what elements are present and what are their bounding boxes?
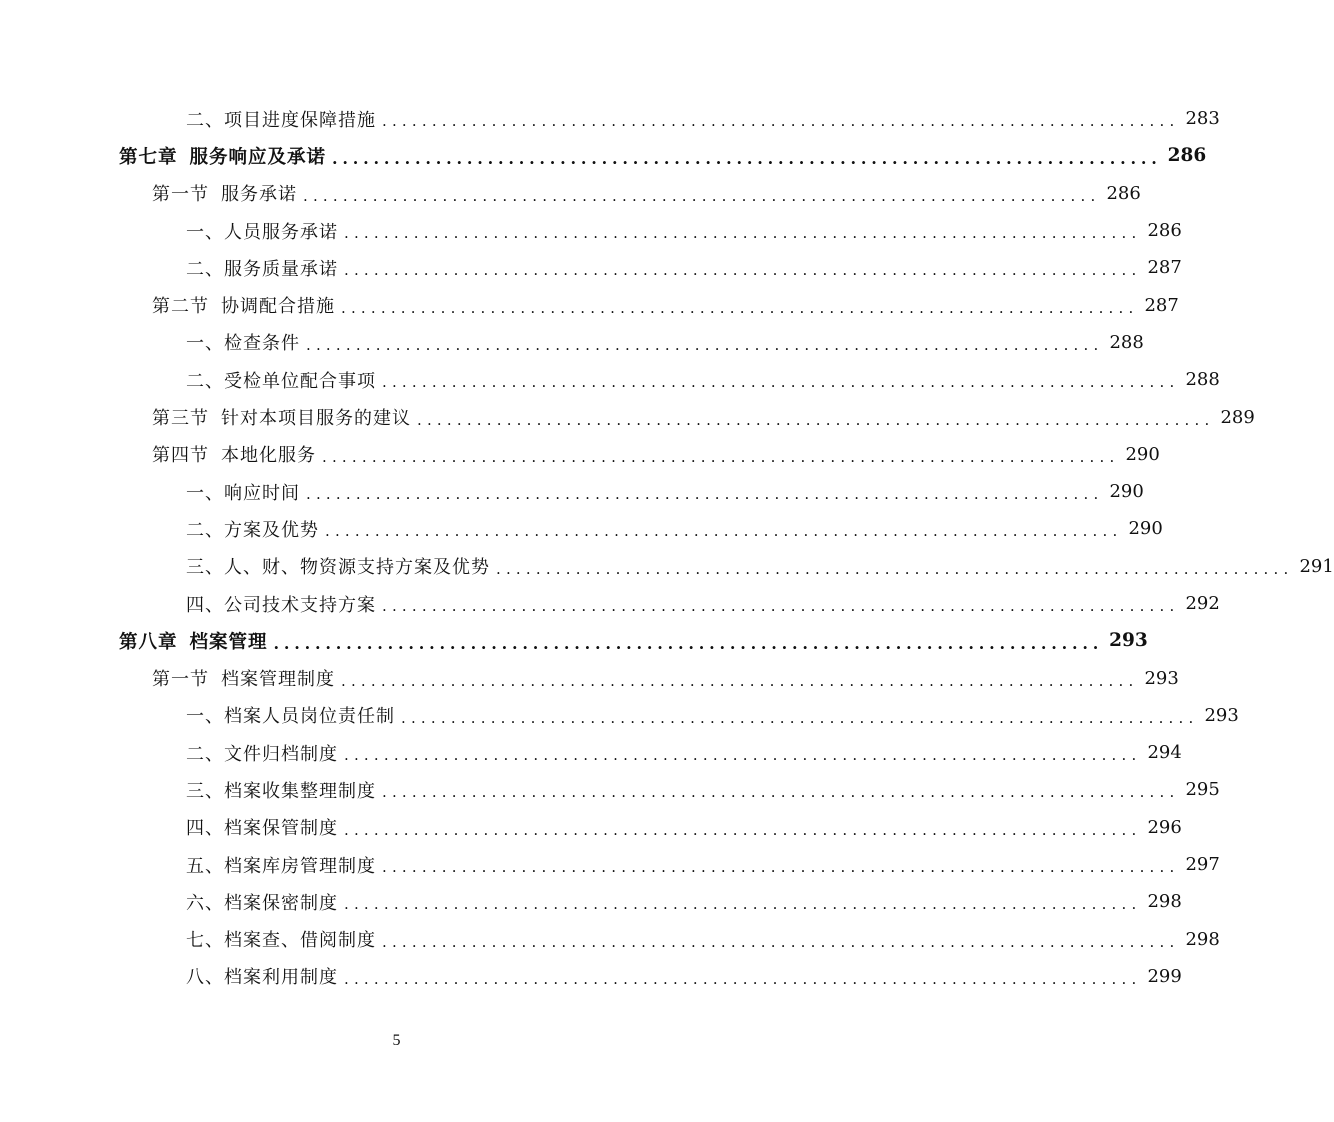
toc-entry-number: 六、 [186, 892, 224, 914]
toc-subsection-entry[interactable] [0, 473, 1144, 510]
toc-section-entry[interactable] [0, 398, 1255, 435]
toc-subsection-entry[interactable] [0, 697, 1239, 734]
toc-entry-number: 二、 [186, 519, 224, 541]
toc-chapter-entry[interactable] [0, 622, 1148, 659]
toc-page-number: 299 [1147, 965, 1182, 987]
toc-subsection-entry[interactable] [0, 324, 1144, 361]
toc-dot-leader: ................................................................................ [344, 261, 1142, 280]
toc-entry-title [152, 665, 335, 691]
toc-entry-text: 档案利用制度 [224, 967, 338, 989]
toc-entry-text: 档案人员岗位责任制 [224, 706, 395, 728]
toc-entry-number: 一、 [186, 482, 224, 504]
toc-dot-leader: ................................................................................ [306, 485, 1104, 504]
toc-page-number: 297 [1185, 854, 1220, 876]
toc-entry-number: 第四节 [152, 445, 209, 467]
toc-entry-title [186, 740, 338, 766]
toc-subsection-entry[interactable] [0, 212, 1182, 249]
toc-dot-leader: ................................................................................ [341, 671, 1139, 690]
toc-page-number: 298 [1185, 928, 1220, 950]
toc-entry-number: 七、 [186, 930, 224, 952]
toc-entry-title [186, 702, 395, 728]
toc-subsection-entry[interactable] [0, 548, 1334, 585]
toc-entry-number: 第七章 [119, 146, 178, 168]
toc-dot-leader: ................................................................................ [344, 969, 1142, 988]
toc-entry-text: 检查条件 [224, 333, 300, 355]
toc-entry-title [186, 516, 319, 542]
toc-page-number: 294 [1147, 742, 1182, 764]
toc-page-number: 292 [1185, 593, 1220, 614]
toc-entry-number: 四、 [186, 594, 224, 616]
toc-entry-number: 二、 [186, 743, 224, 765]
toc-entry-text: 档案管理制度 [221, 669, 335, 691]
toc-entry-title [186, 329, 300, 355]
toc-entry-number: 二、 [186, 370, 224, 392]
toc-dot-leader: ................................................................................ [341, 298, 1139, 317]
toc-page-number: 290 [1128, 518, 1163, 540]
toc-page-number: 288 [1109, 331, 1144, 353]
toc-entry-text: 方案及优势 [224, 519, 319, 541]
toc-page-number: 287 [1147, 257, 1182, 279]
toc-entry-number: 一、 [186, 706, 224, 728]
toc-page-number: 287 [1144, 294, 1179, 316]
toc-entry-text: 针对本项目服务的建议 [221, 408, 411, 430]
toc-entry-title [186, 963, 338, 989]
toc-page-number: 295 [1185, 779, 1220, 801]
toc-entry-text: 人员服务承诺 [224, 221, 338, 243]
table-of-contents [0, 100, 1334, 995]
toc-dot-leader: ................................................................................ [382, 112, 1180, 131]
toc-entry-number: 二、 [186, 109, 224, 131]
toc-page-number: 286 [1106, 182, 1141, 204]
toc-subsection-entry[interactable] [0, 883, 1182, 920]
toc-page-number: 288 [1185, 369, 1220, 391]
toc-entry-number: 三、 [186, 557, 224, 579]
toc-entry-title [186, 889, 338, 915]
toc-dot-leader: ................................................................................ [382, 373, 1180, 392]
toc-subsection-entry[interactable] [0, 249, 1182, 286]
toc-subsection-entry[interactable] [0, 846, 1220, 883]
toc-subsection-entry[interactable] [0, 809, 1182, 846]
toc-section-entry[interactable] [0, 436, 1160, 473]
toc-dot-leader: ................................................................................ [303, 186, 1101, 205]
toc-entry-title [186, 553, 490, 579]
toc-dot-leader: ................................................................................ [401, 708, 1199, 727]
toc-entry-title [186, 814, 338, 840]
toc-dot-leader: ................................................................................ [332, 148, 1162, 168]
toc-entry-text: 服务承诺 [221, 184, 297, 206]
toc-entry-text: 项目进度保障措施 [224, 109, 376, 131]
toc-entry-title [186, 777, 376, 803]
toc-dot-leader: ................................................................................ [344, 746, 1142, 765]
toc-entry-number: 三、 [186, 780, 224, 802]
toc-entry-title [152, 404, 411, 430]
toc-dot-leader: ................................................................................ [325, 522, 1123, 541]
toc-subsection-entry[interactable] [0, 510, 1163, 547]
toc-entry-text: 公司技术支持方案 [224, 594, 376, 616]
toc-entry-text: 协调配合措施 [221, 296, 335, 318]
toc-entry-number: 第二节 [152, 296, 209, 318]
toc-dot-leader: ................................................................................ [322, 447, 1120, 466]
toc-entry-title [152, 292, 335, 318]
toc-section-entry[interactable] [0, 659, 1179, 696]
toc-dot-leader: ................................................................................ [382, 858, 1180, 877]
toc-dot-leader: ................................................................................ [344, 224, 1142, 243]
toc-entry-number: 四、 [186, 818, 224, 840]
toc-page-number: 283 [1185, 108, 1220, 130]
toc-entry-text: 服务质量承诺 [224, 258, 338, 280]
toc-page-number: 293 [1204, 704, 1239, 726]
toc-dot-leader: ................................................................................ [344, 895, 1142, 914]
toc-dot-leader: ................................................................................ [306, 335, 1104, 354]
toc-entry-text: 服务响应及承诺 [189, 146, 327, 168]
toc-entry-text: 档案保密制度 [224, 892, 338, 914]
toc-entry-title [186, 367, 376, 393]
toc-entry-text: 档案保管制度 [224, 818, 338, 840]
toc-entry-title [152, 441, 316, 467]
toc-subsection-entry[interactable] [0, 958, 1182, 995]
toc-entry-text: 档案管理 [189, 631, 268, 653]
page-number: 5 [392, 1032, 401, 1049]
toc-page-number: 296 [1147, 816, 1182, 838]
toc-entry-title [119, 143, 326, 169]
toc-entry-text: 响应时间 [224, 482, 300, 504]
toc-subsection-entry[interactable] [0, 361, 1220, 398]
toc-entry-title [152, 180, 297, 206]
toc-entry-text: 本地化服务 [221, 445, 316, 467]
toc-dot-leader: ................................................................................ [382, 597, 1180, 615]
toc-entry-title [186, 591, 376, 617]
toc-entry-title [186, 218, 338, 244]
toc-entry-number: 二、 [186, 258, 224, 280]
toc-section-entry[interactable] [0, 175, 1141, 212]
toc-page-number: 286 [1167, 145, 1207, 167]
toc-entry-number: 第三节 [152, 408, 209, 430]
toc-chapter-entry[interactable] [0, 137, 1207, 174]
toc-entry-text: 档案库房管理制度 [224, 855, 376, 877]
toc-page-number: 290 [1125, 443, 1160, 465]
toc-page-number: 289 [1220, 406, 1255, 428]
toc-dot-leader: ................................................................................ [344, 820, 1142, 839]
toc-entry-title [186, 479, 300, 505]
toc-page-number: 290 [1109, 481, 1144, 503]
toc-dot-leader: ................................................................................ [496, 559, 1294, 578]
toc-dot-leader: ................................................................................ [417, 410, 1215, 429]
toc-entry-number: 一、 [186, 333, 224, 355]
toc-subsection-entry[interactable] [0, 585, 1220, 622]
toc-page-number: 293 [1144, 667, 1179, 689]
toc-subsection-entry[interactable] [0, 921, 1220, 958]
toc-page-number: 286 [1147, 220, 1182, 242]
toc-page-number: 291 [1299, 555, 1334, 577]
toc-entry-text: 人、财、物资源支持方案及优势 [224, 557, 490, 579]
toc-entry-number: 第一节 [152, 669, 209, 691]
toc-section-entry[interactable] [0, 286, 1179, 323]
toc-page-number: 293 [1109, 630, 1148, 652]
toc-entry-text: 受检单位配合事项 [224, 370, 376, 392]
toc-entry-title [119, 628, 268, 654]
toc-subsection-entry[interactable] [0, 771, 1220, 808]
toc-entry-text: 文件归档制度 [224, 743, 338, 765]
toc-dot-leader: ................................................................................ [382, 932, 1180, 951]
toc-subsection-entry[interactable] [0, 734, 1182, 771]
toc-entry-text: 档案查、借阅制度 [224, 930, 376, 952]
toc-entry-number: 第一节 [152, 184, 209, 206]
toc-page-number: 298 [1147, 891, 1182, 913]
toc-entry-number: 八、 [186, 967, 224, 989]
toc-entry-title [186, 255, 338, 281]
toc-entry-title [186, 106, 376, 132]
toc-entry-number: 第八章 [119, 631, 178, 653]
toc-subsection-entry[interactable] [0, 100, 1220, 137]
toc-entry-text: 档案收集整理制度 [224, 780, 376, 802]
toc-entry-number: 一、 [186, 221, 224, 243]
toc-entry-title [186, 926, 376, 952]
toc-entry-title [186, 852, 376, 878]
toc-dot-leader: ................................................................................ [382, 783, 1180, 802]
toc-dot-leader: ................................................................................ [273, 633, 1104, 653]
toc-entry-number: 五、 [186, 855, 224, 877]
